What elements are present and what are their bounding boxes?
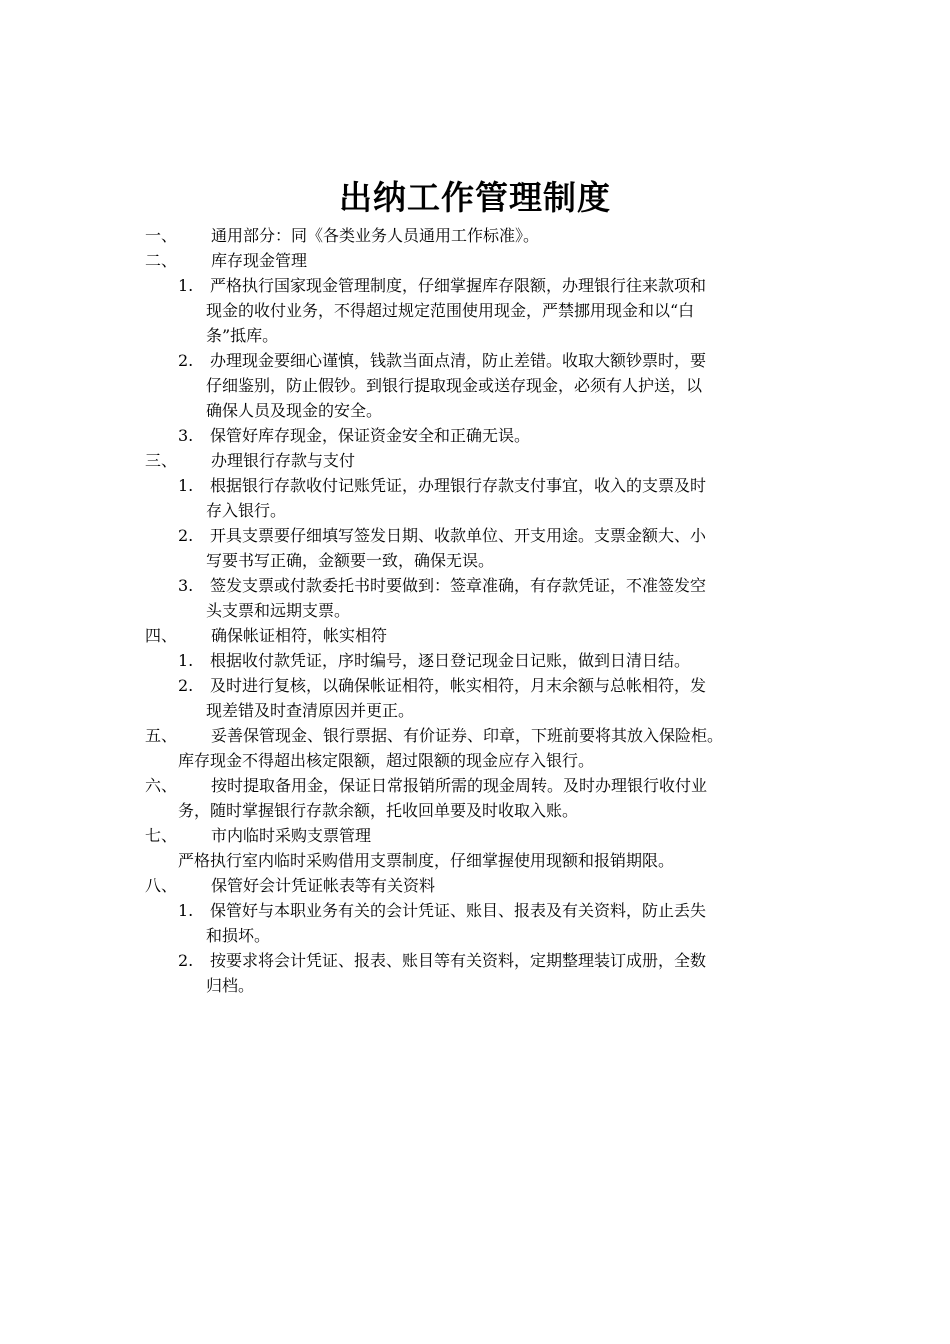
section-continuation: [0, 748, 950, 773]
section-title: 库存现金管理: [211, 251, 308, 270]
list-item-text: 现差错及时查清原因并更正。: [206, 701, 415, 720]
list-item-text: 写要书写正确，金额要一致，确保无误。: [206, 551, 495, 570]
section-heading: [0, 623, 950, 648]
section-heading: [0, 448, 950, 473]
section-title: 市内临时采购支票管理: [211, 826, 372, 845]
list-item-text: 保管好库存现金，保证资金安全和正确无误。: [210, 426, 531, 445]
list-item-continuation: [0, 298, 950, 323]
section-number: 六、: [145, 776, 178, 795]
list-item-continuation: [0, 973, 950, 998]
section-heading: [0, 223, 950, 248]
section-number: 七、: [145, 826, 178, 845]
list-item-text: 确保人员及现金的安全。: [206, 401, 383, 420]
section-title: 保管好会计凭证帐表等有关资料: [211, 876, 436, 895]
section-heading: [0, 723, 950, 748]
section-heading: [0, 773, 950, 798]
list-item: [0, 673, 950, 698]
section-title: 妥善保管现金、银行票据、有价证券、印章，下班前要将其放入保险柜。: [211, 726, 724, 745]
list-item-text: 归档。: [206, 976, 255, 995]
list-item-continuation: [0, 373, 950, 398]
list-item-number: 2.: [178, 676, 194, 695]
section-title: 通用部分：同《各类业务人员通用工作标准》。: [211, 226, 540, 245]
section-paragraph-text: 严格执行室内临时采购借用支票制度，仔细掌握使用现额和报销期限。: [178, 851, 675, 870]
list-item-continuation: [0, 498, 950, 523]
list-item-text: 存入银行。: [206, 501, 287, 520]
section-number: 三、: [145, 451, 178, 470]
list-item: [0, 273, 950, 298]
list-item-continuation: [0, 698, 950, 723]
list-item-text: 办理现金要细心谨慎，钱款当面点清，防止差错。收取大额钞票时，要: [210, 351, 707, 370]
section-number: 二、: [145, 251, 178, 270]
document-title: 出纳工作管理制度: [339, 178, 611, 217]
list-item-number: 1.: [178, 276, 194, 295]
section-heading: [0, 873, 950, 898]
list-item-text: 及时进行复核，以确保帐证相符，帐实相符，月末余额与总帐相符，发: [210, 676, 707, 695]
section-continuation-text: 库存现金不得超出核定限额，超过限额的现金应存入银行。: [178, 751, 595, 770]
list-item: [0, 348, 950, 373]
list-item-number: 3.: [178, 576, 194, 595]
list-item-continuation: [0, 598, 950, 623]
list-item: [0, 648, 950, 673]
list-item: [0, 573, 950, 598]
section-heading: [0, 248, 950, 273]
list-item-text: 头支票和远期支票。: [206, 601, 351, 620]
list-item-continuation: [0, 398, 950, 423]
list-item-text: 和损坏。: [206, 926, 271, 945]
list-item-text: 按要求将会计凭证、报表、账目等有关资料，定期整理装订成册，全数: [210, 951, 707, 970]
section-continuation-text: 务，随时掌握银行存款余额，托收回单要及时收取入账。: [178, 801, 579, 820]
list-item-number: 1.: [178, 901, 194, 920]
list-item-text: 开具支票要仔细填写签发日期、收款单位、开支用途。支票金额大、小: [210, 526, 707, 545]
section-heading: [0, 823, 950, 848]
list-item: [0, 898, 950, 923]
list-item-text: 根据银行存款收付记账凭证，办理银行存款支付事宜，收入的支票及时: [210, 476, 707, 495]
list-item-continuation: [0, 548, 950, 573]
section-title: 办理银行存款与支付: [211, 451, 356, 470]
section-number: 五、: [145, 726, 178, 745]
list-item-text: 根据收付款凭证，序时编号，逐日登记现金日记账，做到日清日结。: [210, 651, 691, 670]
section-number: 一、: [145, 226, 178, 245]
list-item: [0, 523, 950, 548]
list-item-number: 2.: [178, 951, 194, 970]
list-item-text: 保管好与本职业务有关的会计凭证、账目、报表及有关资料，防止丢失: [210, 901, 707, 920]
list-item-number: 2.: [178, 351, 194, 370]
section-title: 按时提取备用金，保证日常报销所需的现金周转。及时办理银行收付业: [211, 776, 708, 795]
list-item-text: 条”抵库。: [206, 326, 279, 345]
list-item-text: 仔细鉴别，防止假钞。到银行提取现金或送存现金，必须有人护送，以: [206, 376, 703, 395]
document-body: [0, 223, 950, 998]
list-item-continuation: [0, 323, 950, 348]
list-item: [0, 473, 950, 498]
list-item-text: 签发支票或付款委托书时要做到：签章准确，有存款凭证，不准签发空: [210, 576, 707, 595]
list-item: [0, 948, 950, 973]
list-item-text: 严格执行国家现金管理制度，仔细掌握库存限额，办理银行往来款项和: [210, 276, 707, 295]
section-continuation: [0, 798, 950, 823]
section-number: 四、: [145, 626, 178, 645]
list-item-continuation: [0, 923, 950, 948]
list-item-number: 2.: [178, 526, 194, 545]
list-item: [0, 423, 950, 448]
list-item-number: 1.: [178, 651, 194, 670]
list-item-number: 3.: [178, 426, 194, 445]
list-item-number: 1.: [178, 476, 194, 495]
section-paragraph: [0, 848, 950, 873]
list-item-text: 现金的收付业务，不得超过规定范围使用现金，严禁挪用现金和以“白: [206, 301, 695, 320]
section-number: 八、: [145, 876, 178, 895]
section-title: 确保帐证相符，帐实相符: [211, 626, 388, 645]
